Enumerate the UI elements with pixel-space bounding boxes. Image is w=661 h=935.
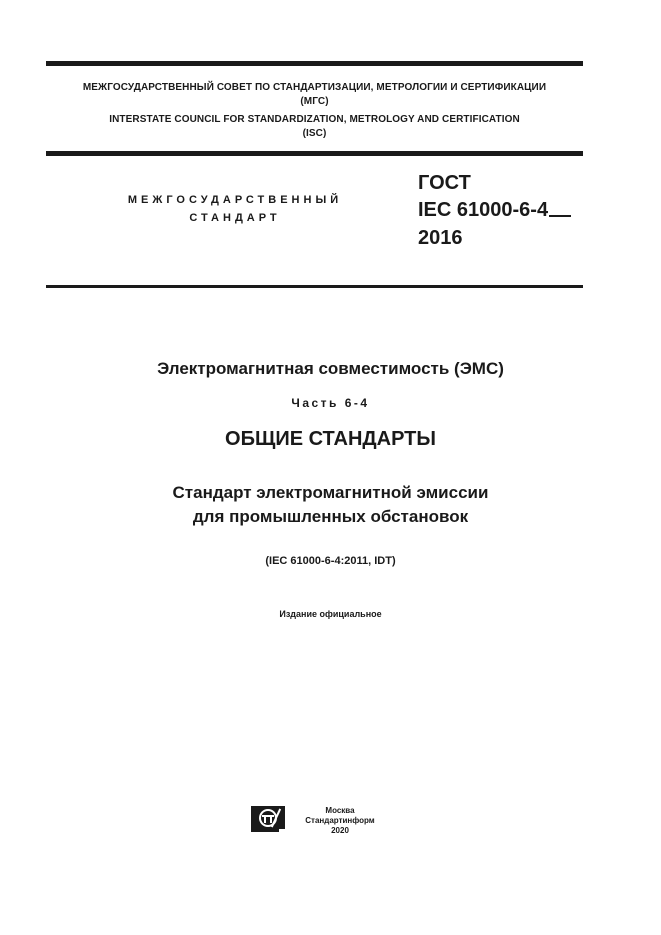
gost-number: IEC 61000-6-4 bbox=[418, 199, 549, 221]
standard-type-line1: МЕЖГОСУДАРСТВЕННЫЙ bbox=[127, 194, 343, 206]
council-ru-line2: (МГС) bbox=[300, 96, 329, 107]
gost-dash bbox=[549, 215, 571, 217]
publisher-year: 2020 bbox=[331, 826, 349, 835]
subtitle-line2: для промышленных обстановок bbox=[192, 507, 469, 526]
council-en-line2: (ISC) bbox=[302, 128, 327, 139]
publisher-name: Стандартинформ bbox=[305, 816, 375, 825]
top-rule bbox=[46, 61, 583, 66]
council-ru-line1: МЕЖГОСУДАРСТВЕННЫЙ СОВЕТ ПО СТАНДАРТИЗАЦИИ, МЕТРОЛОГИИ И СЕРТИФИКАЦИИ bbox=[82, 82, 547, 93]
gost-number-row bbox=[418, 196, 571, 224]
subtitle-line1: Стандарт электромагнитной эмиссии bbox=[172, 483, 489, 502]
standartinform-logo-icon bbox=[248, 803, 288, 835]
title-subject: ОБЩИЕ СТАНДАРТЫ bbox=[225, 428, 436, 450]
gost-prefix: ГОСТ bbox=[418, 172, 471, 194]
council-en-line1: INTERSTATE COUNCIL FOR STANDARDIZATION, METROLOGY AND CERTIFICATION bbox=[109, 114, 520, 125]
header-rule bbox=[46, 151, 583, 156]
title-main: Электромагнитная совместимость (ЭМС) bbox=[157, 359, 504, 378]
publisher-city: Москва bbox=[325, 806, 355, 815]
publisher-block bbox=[298, 806, 382, 836]
gost-year: 2016 bbox=[418, 227, 463, 249]
title-part: Часть 6-4 bbox=[291, 396, 370, 410]
edition: Издание официальное bbox=[279, 609, 382, 619]
standard-type-line2: СТАНДАРТ bbox=[189, 212, 281, 224]
standard-rule bbox=[46, 285, 583, 288]
reference: (IEC 61000-6-4:2011, IDT) bbox=[265, 555, 396, 567]
